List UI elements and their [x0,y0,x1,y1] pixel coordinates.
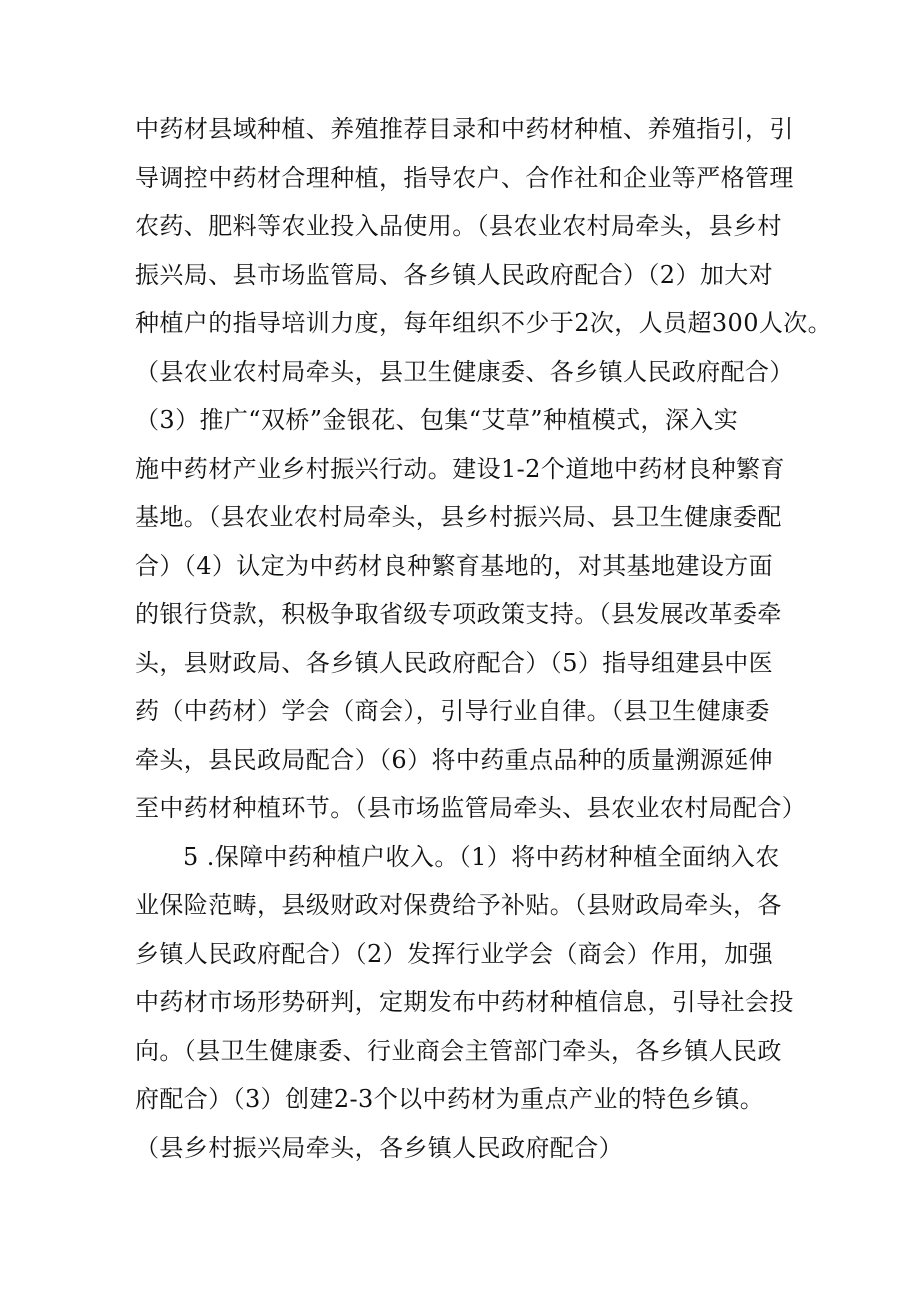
text-line: 基地。（县农业农村局牵头，县乡村振兴局、县卫生健康委配 [135,503,782,531]
text-line: 的银行贷款，积极争取省级专项政策支持。（县发展改革委牵 [135,600,782,628]
text-line: 合）（4）认定为中药材良种繁育基地的，对其基地建设方面 [135,551,774,580]
paragraph-heading-line: 5 .保障中药种植户收入。（1）将中药材种植全面纳入农 [183,842,780,871]
text-line: （县乡村振兴局牵头，各乡镇人民政府配合） [135,1133,623,1162]
text-line: 农药、肥料等农业投入品使用。（县农业农村局牵头，县乡村 [135,212,782,240]
text-line: 中药材县域种植、养殖推荐目录和中药材种植、养殖指引，引 [135,115,794,143]
text-line: 药（中药材）学会（商会），引导行业自律。（县卫生健康委 [135,697,770,725]
text-line: 牵头，县民政局配合）（6）将中药重点品种的质量溯源延伸 [135,745,774,774]
text-line: （3）推广“双桥”金银花、包集“艾草”种植模式，深入实 [135,406,739,434]
text-line: 中药材市场形势研判，定期发布中药材种植信息，引导社会投 [135,988,794,1016]
document-body [135,105,833,1172]
text-line: （县农业农村局牵头，县卫生健康委、各乡镇人民政府配合） [135,357,794,386]
text-line: 至中药材种植环节。（县市场监管局牵头、县农业农村局配合） [135,794,807,822]
text-line: 业保险范畴，县级财政对保费给予补贴。（县财政局牵头，各 [135,891,782,919]
text-line: 府配合）（3）创建2-3个以中药材为重点产业的特色乡镇。 [135,1085,765,1113]
text-line: 施中药材产业乡村振兴行动。建设1-2个道地中药材良种繁育 [135,454,785,483]
text-line: 向。（县卫生健康委、行业商会主管部门牵头，各乡镇人民政 [135,1036,782,1065]
text-line: 种植户的指导培训力度，每年组织不少于2次，人员超300人次。 [135,309,833,337]
text-line: 振兴局、县市场监管局、各乡镇人民政府配合）（2）加大对 [135,260,774,289]
text-line: 乡镇人民政府配合）（2）发挥行业学会（商会）作用，加强 [135,939,774,968]
text-line: 导调控中药材合理种植，指导农户、合作社和企业等严格管理 [135,163,794,192]
text-line: 头，县财政局、各乡镇人民政府配合）（5）指导组建县中医 [135,648,774,677]
